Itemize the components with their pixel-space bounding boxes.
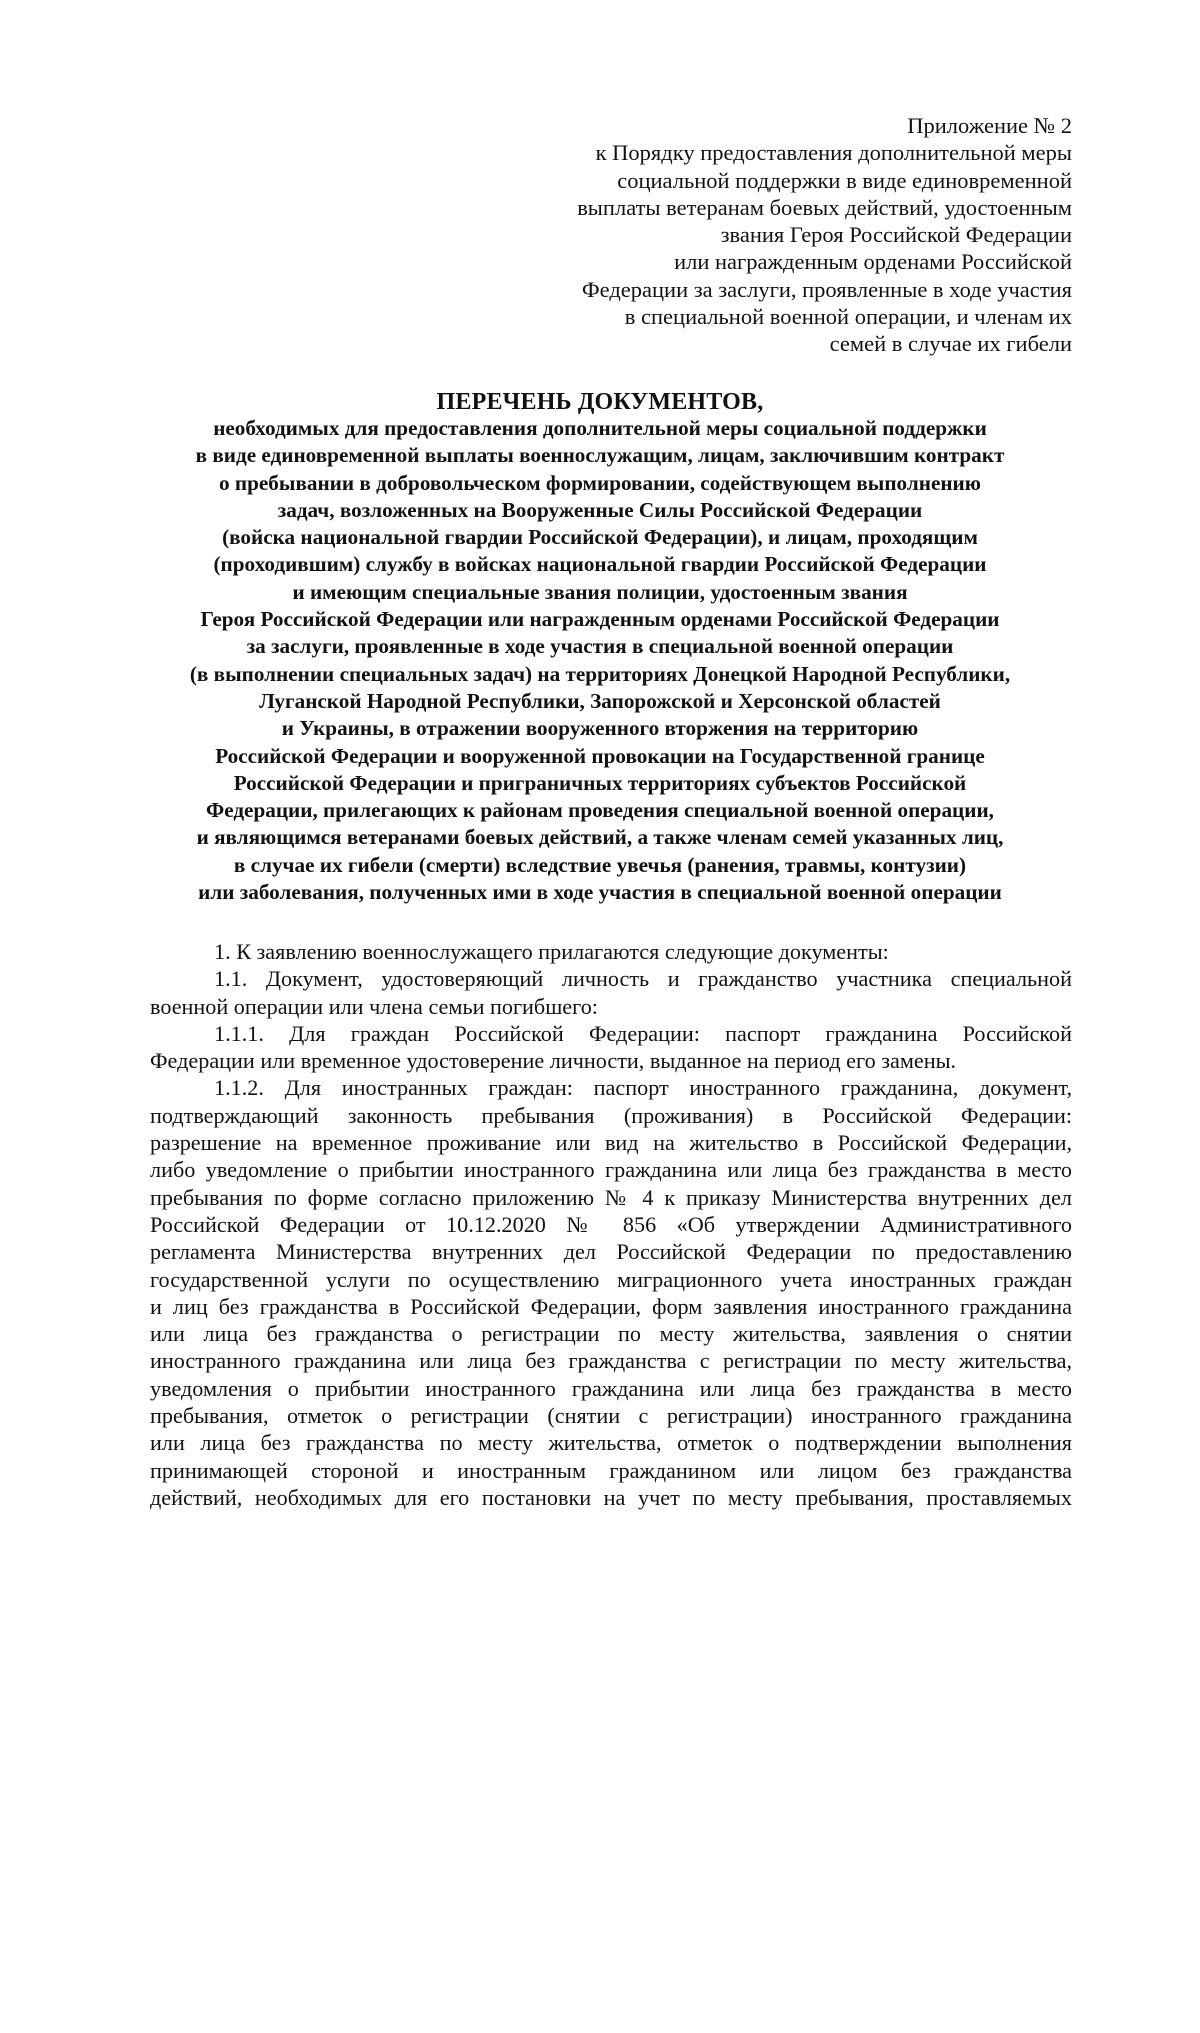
paragraph-1-1-2-line: или лица без гражданства о регистрации по месту жительства, заявления о снятии [150, 1321, 1072, 1347]
paragraph-1-1-1-line: Федерации или временное удостоверение личности, выданное на период его замены. [150, 1048, 957, 1074]
paragraph-1-1-2-line: и лиц без гражданства в Российской Федерации, форм заявления иностранного гражданина [150, 1293, 1072, 1319]
paragraph-1: 1. К заявлению военнослужащего прилагаются следующие документы: [214, 939, 889, 964]
appendix-line: Приложение № 2 [907, 113, 1072, 138]
appendix-line: Федерации за заслуги, проявленные в ходе участия [581, 276, 1072, 302]
subtitle-line: в виде единовременной выплаты военнослужащим, лицам, заключившим контракт [195, 443, 1005, 468]
subtitle-line: Федерации, прилегающих к районам проведения специальной военной операции, [206, 798, 994, 823]
paragraph-1-1-2-line: разрешение на временное проживание или вид на жительство в Российской Федерации, [150, 1130, 1072, 1156]
subtitle-line: необходимых для предоставления дополнительной меры социальной поддержки [213, 416, 987, 440]
subtitle-line: задач, возложенных на Вооруженные Силы Российской Федерации [277, 497, 923, 522]
subtitle-line: в случае их гибели (смерти) вследствие увечья (ранения, травмы, контузии) [233, 852, 967, 877]
appendix-reference [500, 112, 1072, 358]
appendix-line: звания Героя Российской Федерации [720, 222, 1072, 248]
subtitle-line: (в выполнении специальных задач) на территориях Донецкой Народной Республики, [189, 661, 1011, 686]
document-body [150, 938, 1072, 1511]
paragraph-1-1-line: военной операции или члена семьи погибшего: [150, 993, 598, 1019]
appendix-line: выплаты ветеранам боевых действий, удостоенным [577, 194, 1072, 220]
subtitle-line: (проходившим) службу в войсках национальной гвардии Российской Федерации [213, 552, 987, 577]
paragraph-1-1-2-line: или лица без гражданства по месту жительства, отметок о подтверждении выполнения [150, 1430, 1072, 1456]
paragraph-1-1-2-line: уведомления о прибытии иностранного гражданина или лица без гражданства в место [150, 1375, 1072, 1401]
subtitle-line: за заслуги, проявленные в ходе участия в специальной военной операции [246, 634, 954, 659]
paragraph-1-1-2-line: подтверждающий законность пребывания (проживания) в Российской Федерации: [150, 1102, 1072, 1128]
document-subtitle [130, 415, 1070, 906]
appendix-line: в специальной военной операции, и членам их [624, 304, 1072, 330]
appendix-line: к Порядку предоставления дополнительной меры [595, 140, 1072, 166]
subtitle-line: о пребывании в добровольческом формировании, содействующем выполнению [219, 470, 981, 495]
paragraph-1-1-2-line: пребывания, отметок о регистрации (снятии с регистрации) иностранного гражданина [150, 1403, 1072, 1429]
paragraph-1-1-1-line: 1.1.1. Для граждан Российской Федерации: паспорт гражданина Российской [214, 1020, 1072, 1046]
subtitle-line: Российской Федерации и приграничных территориях субъектов Российской [233, 770, 967, 795]
paragraph-1-1-line: 1.1. Документ, удостоверяющий личность и гражданство участника специальной [214, 966, 1072, 992]
paragraph-1-1-2-line: принимающей стороной и иностранным гражданином или лицом без гражданства [150, 1457, 1072, 1483]
paragraph-1-1-2-line: Российской Федерации от 10.12.2020 № 856 «Об утверждении Административного [150, 1211, 1072, 1237]
paragraph-1-1-2-line: действий, необходимых для его постановки на учет по месту пребывания, проставляемых [150, 1484, 1072, 1510]
paragraph-1-1-2-line: пребывания по форме согласно приложению № 4 к приказу Министерства внутренних дел [150, 1184, 1072, 1210]
paragraph-1-1-2-line: государственной услуги по осуществлению миграционного учета иностранных граждан [150, 1266, 1072, 1292]
subtitle-line: Луганской Народной Республики, Запорожской и Херсонской областей [259, 688, 941, 713]
paragraph-1-1-2-line: иностранного гражданина или лица без гражданства с регистрации по месту жительства, [150, 1348, 1072, 1374]
appendix-line: социальной поддержки в виде единовременной [617, 167, 1072, 193]
appendix-line: или награжденным орденами Российской [674, 249, 1072, 275]
appendix-line: семей в случае их гибели [829, 331, 1072, 357]
paragraph-1-1-2-line: регламента Министерства внутренних дел Российской Федерации по предоставлению [150, 1239, 1072, 1265]
subtitle-line: и Украины, в отражении вооруженного вторжения на территорию [281, 716, 919, 741]
paragraph-1-1-2-line: 1.1.2. Для иностранных граждан: паспорт иностранного гражданина, документ, [214, 1075, 1072, 1101]
document-title: ПЕРЕЧЕНЬ ДОКУМЕНТОВ, [436, 389, 764, 415]
subtitle-line: и являющимся ветеранами боевых действий, а также членам семей указанных лиц, [196, 825, 1004, 850]
subtitle-line: или заболевания, полученных ими в ходе участия в специальной военной операции [198, 880, 1002, 905]
subtitle-line: Российской Федерации и вооруженной провокации на Государственной границе [215, 743, 985, 768]
subtitle-line: (войска национальной гвардии Российской Федерации), и лицам, проходящим [222, 525, 978, 550]
subtitle-line: Героя Российской Федерации или награжденным орденами Российской Федерации [200, 607, 1000, 632]
subtitle-line: и имеющим специальные звания полиции, удостоенным звания [292, 579, 908, 604]
paragraph-1-1-2-line: либо уведомление о прибытии иностранного гражданина или лица без гражданства в место [150, 1157, 1072, 1183]
